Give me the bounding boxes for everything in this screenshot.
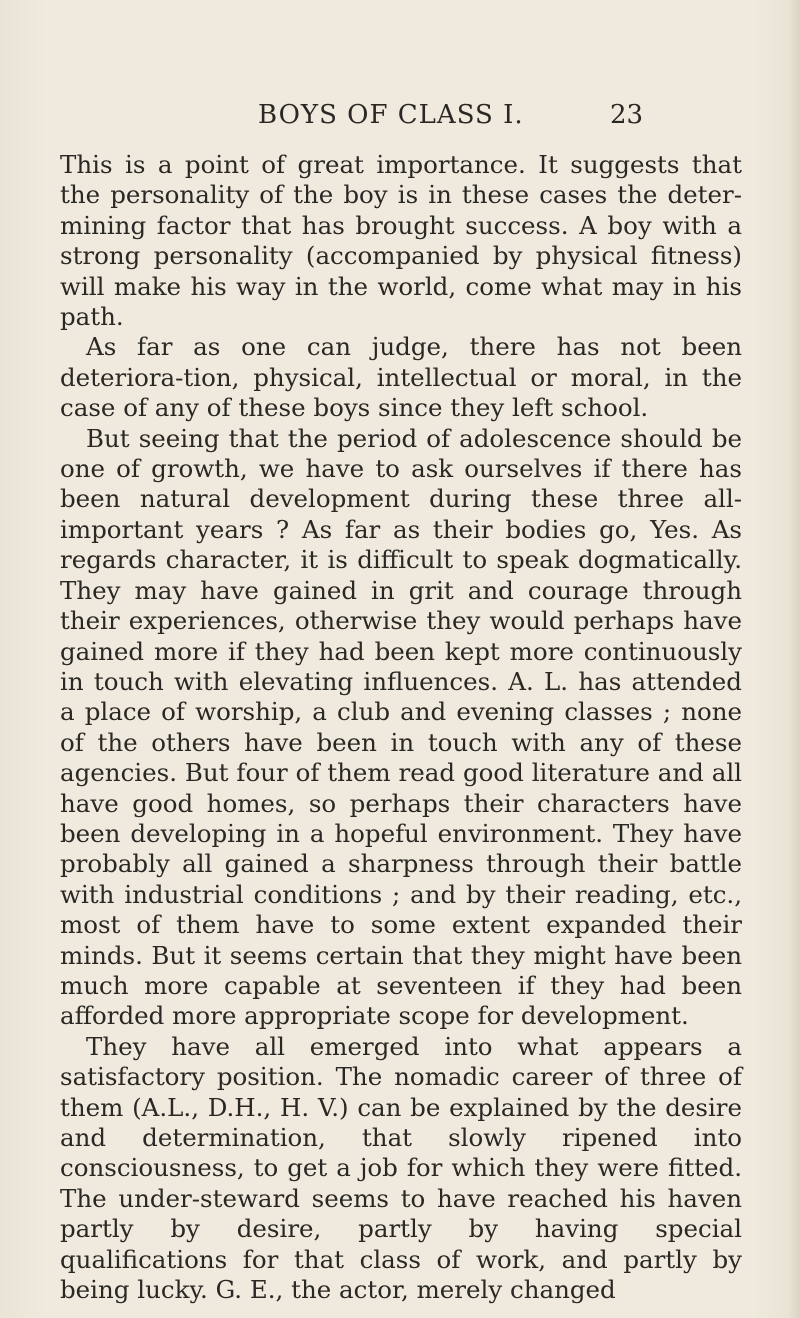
paragraph: They have all emerged into what appears a satisfactory position. The nomadic career of three of them (A.L., D.H., H. V.) can be explained by the desire and determination, that slowly ripened into consciousness, to get a job for which they were fitted. The under-steward seems to have reached his haven partly by desire, partly by having special qualifications for that class of work, and partly by being lucky. G. E., the actor, merely changed (60, 1031, 742, 1305)
page-number: 23 (610, 100, 644, 130)
paragraph: But seeing that the period of adolescence should be one of growth, we have to ask ourselves if there has been natural development during these three all-important years ? As far as their bodies go, Yes. As regards character, it is difficult to speak dogmatically. They may have gained in grit and courage through their experiences, otherwise they would perhaps have gained more if they had been kept more continuously in touch with elevating influences. A. L. has attended a place of worship, a club and evening classes ; none of the others have been in touch with any of these agencies. But four of them read good literature and all have good homes, so perhaps their characters have been developing in a hopeful environment. They have probably all gained a sharpness through their battle with industrial conditions ; and by their reading, etc., most of them have to some extent expanded their minds. But it seems certain that they might have been much more capable at seventeen if they had been afforded more appropriate scope for development. (60, 423, 742, 1031)
page-edge-shadow (788, 0, 800, 1318)
page-header (0, 100, 800, 140)
paragraph: This is a point of great importance. It suggests that the personality of the boy is in these cases the deter-mining factor that has brought success. A boy with a strong personality (accompanied by physical fitness) will make his way in the world, come what may in his path. (60, 150, 742, 332)
running-head: BOYS OF CLASS I. (258, 100, 524, 130)
paragraph: As far as one can judge, there has not been deteriora-tion, physical, intellectual or moral, in the case of any of these boys since they left school. (60, 332, 742, 423)
body-text (60, 150, 742, 1305)
